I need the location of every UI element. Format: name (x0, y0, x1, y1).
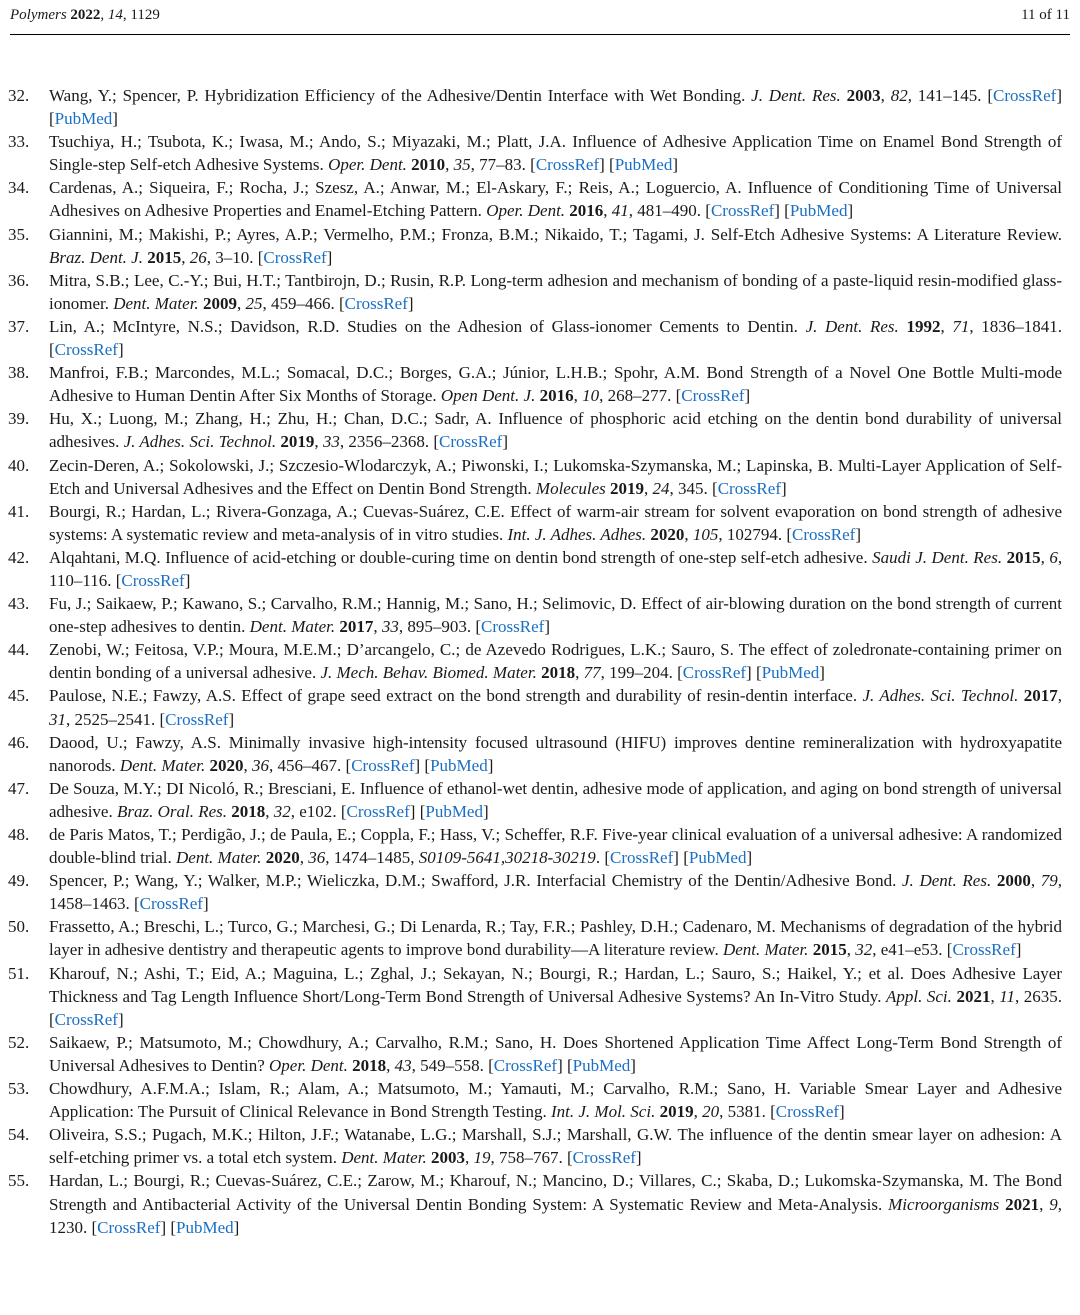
reference-item (8, 269, 1062, 315)
reference-text: Paulose, N.E.; Fawzy, A.S. Effect of grape seed extract on the bond strength and durability of resin-dentin interface. (49, 686, 858, 706)
reference-pages: 268–277 (607, 386, 668, 406)
reference-number: 37. (8, 316, 30, 336)
reference-pages: 895–903 (407, 617, 467, 637)
reference-journal: Int. J. Adhes. Adhes. (507, 524, 647, 544)
reference-body: Alqahtani, M.Q. Influence of acid-etching or double-curing time on dentin bond strength of one-step self-etch adhesive. Saudi J. Dent. Res. 2015, 6, 110–116. [CrossRef] (49, 547, 1063, 590)
reference-journal: Microorganisms (888, 1194, 1000, 1214)
reference-item (8, 1077, 1062, 1123)
reference-volume: 105 (692, 524, 719, 544)
reference-year: 2019 (659, 1102, 694, 1122)
reference-number: 48. (8, 825, 30, 844)
reference-number: 44. (8, 640, 30, 660)
reference-journal: J. Adhes. Sci. Technol. (123, 432, 277, 452)
reference-text: Saikaew, P.; Matsumoto, M.; Chowdhury, A.; Carvalho, R.M.; Sano, H. Does Shortened Application Time Affect Long-Term Bond Strength of Universal Adhesives to Dentin? (49, 1032, 1062, 1075)
reference-year: 2016 (569, 201, 604, 221)
crossref-link[interactable]: CrossRef (681, 386, 745, 406)
reference-text: Oliveira, S.S.; Pugach, M.K.; Hilton, J.F.; Watanabe, L.G.; Marshall, S.J.; Marshall, G.W. The influence of the dentin smear layer on adhesion: A self-etching primer vs. a total etch system. (49, 1125, 1062, 1168)
reference-item (8, 500, 1062, 546)
reference-year: 2015 (812, 940, 847, 960)
reference-number: 47. (8, 778, 30, 798)
reference-item (8, 1123, 1062, 1169)
reference-number: 43. (8, 594, 30, 614)
reference-text: Manfroi, F.B.; Marcondes, M.L.; Somacal, D.C.; Borges, G.A.; Júnior, L.H.B.; Spohr, A.M. Bond Strength of a Novel One Bottle Multi-mode Adhesive to Human Dentin After Six Months of Storage. (49, 363, 1062, 406)
reference-text: Tsuchiya, H.; Tsubota, K.; Iwasa, M.; Ando, S.; Miyazaki, M.; Platt, J.A. Influence of Adhesive Application Time on Enamel Bond Strength of Single-step Self-etch Adhesive Systems. (49, 132, 1062, 175)
reference-year: 2010 (411, 155, 446, 175)
reference-pages: 549–558 (420, 1055, 480, 1075)
reference-volume: 82 (890, 86, 908, 105)
reference-body: Zecin-Deren, A.; Sokolowski, J.; Szczesio-Wlodarczyk, A.; Piwonski, I.; Lukomska-Szymanska, M.; Lapinska, B. Multi-Layer Application of Self-Etch and Universal Adhesives and the Effect on Dentin Bond Strength. Molecules 2019, 24, 345. [CrossRef] (49, 455, 1062, 498)
reference-text: Lin, A.; McIntyre, N.S.; Davidson, R.D. Studies on the Adhesion of Glass-ionomer Cements to Dentin. (49, 316, 798, 336)
reference-volume: 32 (855, 940, 873, 960)
reference-item (8, 223, 1062, 269)
reference-list (8, 84, 1062, 1239)
reference-body: De Souza, M.Y.; DI Nicoló, R.; Bresciani, E. Influence of ethanol-wet dentin, adhesive mode of application, and aging on bond strength of universal adhesive. Braz. Oral. Res. 2018, 32, e102. [CrossRef] [PubMed] (49, 778, 1062, 821)
reference-volume: 20 (702, 1102, 720, 1122)
reference-text: De Souza, M.Y.; DI Nicoló, R.; Bresciani, E. Influence of ethanol-wet dentin, adhesive mode of application, and aging on bond strength of universal adhesive. (49, 778, 1062, 821)
pubmed-link[interactable]: PubMed (614, 155, 673, 175)
reference-body: Oliveira, S.S.; Pugach, M.K.; Hilton, J.F.; Watanabe, L.G.; Marshall, S.J.; Marshall, G.W. The influence of the dentin smear layer on adhesion: A self-etching primer vs. a total etch system. Dent. Mater. 2003, 19, 758–767. [CrossRef] (49, 1125, 1062, 1168)
reference-body: Daood, U.; Fawzy, A.S. Minimally invasive high-intensity focused ultrasound (HIFU) improves dentine remineralization with hydroxyapatite nanorods. Dent. Mater. 2020, 36, 456–467. [CrossRef] [PubMed] (49, 732, 1062, 775)
reference-body: Paulose, N.E.; Fawzy, A.S. Effect of grape seed extract on the bond strength and durability of resin-dentin interface. J. Adhes. Sci. Technol. 2017, 31, 2525–2541. [CrossRef] (49, 686, 1063, 729)
reference-body: Lin, A.; McIntyre, N.S.; Davidson, R.D. Studies on the Adhesion of Glass-ionomer Cements to Dentin. J. Dent. Res. 1992, 71, 1836–1841. [CrossRef] (49, 316, 1063, 360)
reference-item (8, 869, 1062, 915)
reference-text: Alqahtani, M.Q. Influence of acid-etching or double-curing time on dentin bond strength of one-step self-etch adhesive. (49, 547, 868, 567)
reference-pages: 110–116 (49, 570, 108, 590)
reference-number: 54. (8, 1125, 30, 1145)
reference-body: Hu, X.; Luong, M.; Zhang, H.; Zhu, H.; Chan, D.C.; Sadr, A. Influence of phosphoric acid etching on the dentin bond durability of universal adhesives. J. Adhes. Sci. Technol. 2019, 33, 2356–2368. [CrossRef] (49, 409, 1062, 452)
reference-year: 2019 (610, 478, 645, 498)
reference-item (8, 361, 1062, 407)
reference-text: Hardan, L.; Bourgi, R.; Cuevas-Suárez, C.E.; Zarow, M.; Kharouf, N.; Mancino, D.; Villares, C.; Skaba, D.; Lukomska-Szymanska, M. The Bond Strength and Antibacterial Activity of the Universal Dentin Bonding System: A Systematic Review and Meta-Analysis. (49, 1171, 1062, 1214)
reference-journal: Oper. Dent. (328, 155, 407, 175)
reference-number: 53. (8, 1079, 30, 1099)
reference-volume: 19 (473, 1148, 491, 1168)
reference-journal: Open Dent. J. (440, 386, 536, 406)
crossref-link[interactable]: CrossRef (993, 86, 1057, 105)
reference-journal: J. Dent. Res. (902, 871, 992, 891)
reference-volume: 36 (308, 848, 326, 868)
reference-text: Daood, U.; Fawzy, A.S. Minimally invasive high-intensity focused ultrasound (HIFU) improves dentine remineralization with hydroxyapatite nanorods. (49, 732, 1062, 775)
reference-year: 1992 (906, 316, 941, 336)
reference-item (8, 454, 1062, 500)
reference-volume: 41 (611, 201, 629, 221)
reference-journal: Dent. Mater. (113, 293, 199, 313)
reference-volume: 79 (1040, 871, 1058, 891)
reference-text: Frassetto, A.; Breschi, L.; Turco, G.; Marchesi, G.; Di Lenarda, R.; Tay, F.R.; Pashley, D.H.; Cadenaro, M. Mechanisms of degradation of the hybrid layer in adhesive dentistry and therapeutic agents to improve bond durability—A literature review. (49, 917, 1062, 960)
crossref-link[interactable]: CrossRef (952, 940, 1016, 960)
reference-volume: 71 (952, 316, 970, 336)
pubmed-link[interactable]: PubMed (789, 201, 848, 221)
crossref-link[interactable]: CrossRef (344, 293, 408, 313)
page-number: 11 of 11 (1021, 7, 1070, 23)
reference-pages: 3–10 (215, 247, 250, 267)
crossref-link[interactable]: CrossRef (710, 201, 775, 221)
reference-journal: Appl. Sci. (885, 986, 952, 1006)
reference-year: 2018 (352, 1055, 387, 1075)
reference-volume: 24 (652, 478, 670, 498)
reference-year: 2015 (147, 247, 182, 267)
reference-pages: 1230 (49, 1217, 83, 1237)
reference-journal: J. Dent. Res. (751, 86, 841, 105)
reference-journal: Braz. Dent. J. (49, 247, 143, 267)
reference-year: 2020 (650, 524, 685, 544)
reference-item (8, 684, 1062, 730)
reference-number: 39. (8, 409, 30, 429)
reference-text: Giannini, M.; Makishi, P.; Ayres, A.P.; Vermelho, P.M.; Fronza, B.M.; Nikaido, T.; Tagami, J. Self-Etch Adhesive Systems: A Literature Review. (49, 224, 1062, 244)
reference-pages: 345 (678, 478, 704, 498)
reference-number: 41. (8, 501, 30, 521)
reference-number: 45. (8, 686, 30, 706)
reference-volume: 31 (49, 709, 66, 729)
reference-pages: 459–466 (270, 293, 331, 313)
pubmed-link[interactable]: PubMed (572, 1055, 631, 1075)
reference-pages: 456–467 (277, 755, 338, 775)
reference-pages: 1836–1841 (981, 316, 1058, 336)
reference-body: Zenobi, W.; Feitosa, V.P.; Moura, M.E.M.; D’arcangelo, C.; de Azevedo Rodrigues, L.K.; Sauro, S. The effect of zoledronate-containing primer on dentin bonding of a universal adhesive. J. Mech. Behav. Biomed. Mater. 2018, 77, 199–204. [CrossRef] [PubMed] (49, 640, 1062, 683)
crossref-link[interactable]: CrossRef (439, 432, 503, 452)
reference-volume: 32 (273, 801, 291, 821)
reference-pages: 1474–1485 (333, 848, 411, 868)
reference-volume: 9 (1049, 1194, 1058, 1214)
pubmed-link[interactable]: PubMed (761, 663, 820, 683)
reference-pages: 1458–1463 (49, 894, 126, 914)
reference-journal: J. Adhes. Sci. Technol. (862, 686, 1019, 706)
reference-pages: 758–767 (498, 1148, 559, 1168)
crossref-link[interactable]: CrossRef (481, 617, 545, 637)
reference-item (8, 84, 1062, 130)
reference-volume: 77 (583, 663, 601, 683)
reference-volume: 43 (394, 1055, 412, 1075)
reference-journal: Dent. Mater. (176, 848, 262, 868)
reference-number: 51. (8, 963, 30, 983)
crossref-link[interactable]: CrossRef (792, 524, 856, 544)
reference-journal: Int. J. Mol. Sci. (550, 1102, 656, 1122)
reference-number: 36. (8, 270, 30, 290)
crossref-link[interactable]: CrossRef (775, 1102, 840, 1122)
crossref-link[interactable]: CrossRef (572, 1148, 636, 1168)
reference-pages: 2525–2541 (74, 709, 151, 729)
reference-body: Bourgi, R.; Hardan, L.; Rivera-Gonzaga, A.; Cuevas-Suárez, C.E. Effect of warm-air stream for solvent evaporation on bond strength of adhesive systems: A systematic review and meta-analysis of in vitro studies. Int. J. Adhes. Adhes. 2020, 105, 102794. [CrossRef] (49, 501, 1062, 544)
reference-text: Chowdhury, A.F.M.A.; Islam, R.; Alam, A.; Matsumoto, M.; Yamauti, M.; Carvalho, R.M.; Sano, H. Variable Smear Layer and Adhesive Application: The Pursuit of Clinical Relevance in Bond Strength Testing. (49, 1079, 1062, 1122)
crossref-link[interactable]: CrossRef (535, 155, 600, 175)
reference-item (8, 1031, 1062, 1077)
reference-body: Cardenas, A.; Siqueira, F.; Rocha, J.; Szesz, A.; Anwar, M.; El-Askary, F.; Reis, A.; Loguercio, A. Influence of Conditioning Time of Universal Adhesives on Adhesive Properties and Enamel-Etching Pattern. Oper. Dent. 2016, 41, 481–490. [CrossRef] [PubMed] (49, 178, 1062, 221)
reference-year: 2003 (430, 1148, 465, 1168)
reference-number: 46. (8, 732, 30, 752)
crossref-link[interactable]: CrossRef (717, 478, 781, 498)
reference-item (8, 731, 1062, 777)
reference-volume: 33 (381, 617, 399, 637)
reference-year: 2009 (202, 293, 237, 313)
reference-volume: 36 (252, 755, 270, 775)
reference-number: 50. (8, 917, 30, 937)
reference-body: Chowdhury, A.F.M.A.; Islam, R.; Alam, A.; Matsumoto, M.; Yamauti, M.; Carvalho, R.M.; Sano, H. Variable Smear Layer and Adhesive Application: The Pursuit of Clinical Relevance in Bond Strength Testing. Int. J. Mol. Sci. 2019, 20, 5381. [CrossRef] (49, 1079, 1062, 1122)
pubmed-link[interactable]: PubMed (430, 755, 488, 775)
reference-year: 2020 (265, 848, 300, 868)
reference-volume: 11 (999, 986, 1015, 1006)
reference-journal: Dent. Mater. (119, 755, 206, 775)
reference-volume: 26 (189, 247, 207, 267)
pubmed-link[interactable]: PubMed (176, 1217, 234, 1237)
reference-pages: e41–e53 (880, 940, 939, 960)
reference-text: Bourgi, R.; Hardan, L.; Rivera-Gonzaga, A.; Cuevas-Suárez, C.E. Effect of warm-air stream for solvent evaporation on bond strength of adhesive systems: A systematic review and meta-analysis of in vitro studies. (49, 501, 1062, 544)
reference-body: Saikaew, P.; Matsumoto, M.; Chowdhury, A.; Carvalho, R.M.; Sano, H. Does Shortened Application Time Affect Long-Term Bond Strength of Universal Adhesives to Dentin? Oper. Dent. 2018, 43, 549–558. [CrossRef] [PubMed] (49, 1032, 1062, 1075)
reference-item (8, 1169, 1062, 1238)
reference-pages: 77–83 (479, 155, 522, 175)
reference-journal: Oper. Dent. (269, 1055, 348, 1075)
crossref-link[interactable]: CrossRef (54, 1009, 118, 1029)
reference-item (8, 176, 1062, 222)
reference-item (8, 546, 1062, 592)
reference-pages: 2635 (1023, 986, 1058, 1006)
reference-item (8, 915, 1062, 961)
reference-year: 2003 (846, 86, 881, 105)
reference-volume: 10 (582, 386, 600, 406)
crossref-link[interactable]: CrossRef (346, 801, 410, 821)
reference-year: 2017 (339, 617, 374, 637)
reference-body: Manfroi, F.B.; Marcondes, M.L.; Somacal, D.C.; Borges, G.A.; Júnior, L.H.B.; Spohr, A.M. Bond Strength of a Novel One Bottle Multi-mode Adhesive to Human Dentin After Six Months of Storage. Open Dent. J. 2016, 10, 268–277. [CrossRef] (49, 363, 1062, 406)
reference-body: Giannini, M.; Makishi, P.; Ayres, A.P.; Vermelho, P.M.; Fronza, B.M.; Nikaido, T.; Tagami, J. Self-Etch Adhesive Systems: A Literature Review. Braz. Dent. J. 2015, 26, 3–10. [CrossRef] (49, 224, 1062, 267)
reference-number: 42. (8, 547, 30, 567)
pubmed-link[interactable]: PubMed (425, 801, 483, 821)
reference-pages: 199–204 (609, 663, 669, 683)
reference-pages: 141–145 (917, 86, 978, 105)
reference-number: 34. (8, 178, 30, 198)
reference-body: Fu, J.; Saikaew, P.; Kawano, S.; Carvalho, R.M.; Hannig, M.; Sano, H.; Selimovic, D. Effect of air-blowing duration on the bond strength of current one-step adhesives to dentin. Dent. Mater. 2017, 33, 895–903. [CrossRef] (49, 594, 1062, 637)
reference-body: Wang, Y.; Spencer, P. Hybridization Efficiency of the Adhesive/Dentin Interface with Wet Bonding. J. Dent. Res. 2003, 82, 141–145. [CrossRef] [PubMed] (49, 86, 1062, 129)
reference-year: 2016 (539, 386, 574, 406)
reference-number: 33. (8, 132, 30, 152)
reference-journal: J. Dent. Res. (805, 316, 899, 336)
reference-journal: Dent. Mater. (249, 617, 336, 637)
crossref-link[interactable]: CrossRef (165, 709, 229, 729)
reference-item (8, 777, 1062, 823)
reference-number: 52. (8, 1032, 30, 1052)
reference-item (8, 407, 1062, 453)
reference-text: Kharouf, N.; Ashi, T.; Eid, A.; Maguina, L.; Zghal, J.; Sekayan, N.; Bourgi, R.; Hardan, L.; Sauro, S.; Haikel, Y.; et al. Does Adhesive Layer Thickness and Tag Length Influence Short/Long-Term Bond Strength of Universal Adhesive Systems? An In-Vitro Study. (49, 963, 1062, 1006)
reference-item (8, 962, 1062, 1031)
crossref-link[interactable]: CrossRef (493, 1055, 558, 1075)
crossref-link[interactable]: CrossRef (54, 340, 118, 360)
crossref-link[interactable]: CrossRef (609, 848, 674, 868)
journal-volume: 14 (107, 7, 123, 23)
crossref-link[interactable]: CrossRef (97, 1217, 161, 1237)
reference-year: 2021 (1005, 1194, 1040, 1214)
reference-year: 2017 (1023, 686, 1058, 706)
reference-pages: 5381 (727, 1102, 762, 1122)
journal-article: 1129 (130, 7, 160, 23)
reference-year: 2020 (209, 755, 244, 775)
journal-name: Polymers (10, 7, 67, 23)
reference-journal: Oper. Dent. (486, 201, 566, 221)
reference-text: Zenobi, W.; Feitosa, V.P.; Moura, M.E.M.; D’arcangelo, C.; de Azevedo Rodrigues, L.K.; Sauro, S. The effect of zoledronate-containing primer on dentin bonding of a universal adhesive. (49, 640, 1062, 683)
reference-year: 2018 (541, 663, 576, 683)
reference-pages: 2356–2368 (348, 432, 425, 452)
reference-journal: Molecules (535, 478, 606, 498)
reference-number: 35. (8, 224, 30, 244)
reference-text: de Paris Matos, T.; Perdigão, J.; de Paula, E.; Coppla, F.; Hass, V.; Scheffer, R.F. Five-year clinical evaluation of a universal adhesive: A randomized double-blind trial. (49, 825, 1062, 868)
reference-journal: Dent. Mater. (722, 940, 809, 960)
reference-text: Wang, Y.; Spencer, P. Hybridization Efficiency of the Adhesive/Dentin Interface with Wet Bonding. (49, 86, 746, 105)
reference-pages: 481–490 (637, 201, 697, 221)
reference-text: Spencer, P.; Wang, Y.; Walker, M.P.; Wieliczka, D.M.; Swafford, J.R. Interfacial Chemistry of the Dentin/Adhesive Bond. (49, 871, 897, 891)
reference-item (8, 592, 1062, 638)
reference-text: Cardenas, A.; Siqueira, F.; Rocha, J.; Szesz, A.; Anwar, M.; El-Askary, F.; Reis, A.; Loguercio, A. Influence of Conditioning Time of Universal Adhesives on Adhesive Properties and Enamel-Etching Pattern. (49, 178, 1062, 221)
reference-journal: Dent. Mater. (341, 1148, 427, 1168)
reference-year: 2015 (1006, 547, 1041, 567)
reference-body: Spencer, P.; Wang, Y.; Walker, M.P.; Wieliczka, D.M.; Swafford, J.R. Interfacial Chemistry of the Dentin/Adhesive Bond. J. Dent. Res. 2000, 79, 1458–1463. [CrossRef] (49, 871, 1063, 914)
reference-journal: Braz. Oral. Res. (116, 801, 228, 821)
reference-item (8, 823, 1062, 869)
crossref-link[interactable]: CrossRef (682, 663, 747, 683)
journal-citation: Polymers 2022, 14, 1129 (10, 7, 160, 23)
reference-volume: 33 (322, 432, 340, 452)
reference-body: Mitra, S.B.; Lee, C.-Y.; Bui, H.T.; Tantbirojn, D.; Rusin, R.P. Long-term adhesion and mechanism of bonding of a paste-liquid resin-modified glass-ionomer. Dent. Mater. 2009, 25, 459–466. [CrossRef] (49, 270, 1062, 313)
pubmed-link[interactable]: PubMed (688, 848, 747, 868)
crossref-link[interactable]: CrossRef (263, 247, 327, 267)
reference-body: Tsuchiya, H.; Tsubota, K.; Iwasa, M.; Ando, S.; Miyazaki, M.; Platt, J.A. Influence of Adhesive Application Time on Enamel Bond Strength of Single-step Self-etch Adhesive Systems. Oper. Dent. 2010, 35, 77–83. [CrossRef] [PubMed] (49, 132, 1062, 175)
reference-volume: 25 (245, 293, 263, 313)
reference-pages: 102794 (726, 524, 778, 544)
reference-item (8, 130, 1062, 176)
reference-extra: S0109-5641,30218-30219 (418, 848, 596, 868)
crossref-link[interactable]: CrossRef (139, 894, 203, 914)
reference-text: Hu, X.; Luong, M.; Zhang, H.; Zhu, H.; Chan, D.C.; Sadr, A. Influence of phosphoric acid etching on the dentin bond durability of universal adhesives. (49, 409, 1062, 452)
reference-year: 2018 (231, 801, 266, 821)
reference-journal: J. Mech. Behav. Biomed. Mater. (320, 663, 537, 683)
reference-text: Zecin-Deren, A.; Sokolowski, J.; Szczesio-Wlodarczyk, A.; Piwonski, I.; Lukomska-Szymanska, M.; Lapinska, B. Multi-Layer Application of Self-Etch and Universal Adhesives and the Effect on Dentin Bond Strength. (49, 455, 1062, 498)
reference-body: de Paris Matos, T.; Perdigão, J.; de Paula, E.; Coppla, F.; Hass, V.; Scheffer, R.F. Five-year clinical evaluation of a universal adhesive: A randomized double-blind trial. Dent. Mater. 2020, 36, 1474–1485, S0109-5641,30218-30219. [CrossRef] [PubMed] (49, 825, 1062, 868)
reference-volume: 6 (1049, 547, 1058, 567)
reference-number: 38. (8, 363, 30, 383)
reference-text: Mitra, S.B.; Lee, C.-Y.; Bui, H.T.; Tantbirojn, D.; Rusin, R.P. Long-term adhesion and mechanism of bonding of a paste-liquid resin-modified glass-ionomer. (49, 270, 1062, 313)
reference-body: Frassetto, A.; Breschi, L.; Turco, G.; Marchesi, G.; Di Lenarda, R.; Tay, F.R.; Pashley, D.H.; Cadenaro, M. Mechanisms of degradation of the hybrid layer in adhesive dentistry and therapeutic agents to improve bond durability—A literature review. Dent. Mater. 2015, 32, e41–e53. [CrossRef] (49, 917, 1062, 960)
reference-number: 32. (8, 86, 30, 105)
reference-text: Fu, J.; Saikaew, P.; Kawano, S.; Carvalho, R.M.; Hannig, M.; Sano, H.; Selimovic, D. Effect of air-blowing duration on the bond strength of current one-step adhesives to dentin. (49, 594, 1062, 637)
reference-number: 55. (8, 1171, 30, 1191)
reference-body: Hardan, L.; Bourgi, R.; Cuevas-Suárez, C.E.; Zarow, M.; Kharouf, N.; Mancino, D.; Villares, C.; Skaba, D.; Lukomska-Szymanska, M. The Bond Strength and Antibacterial Activity of the Universal Dentin Bonding System: A Systematic Review and Meta-Analysis. Microorganisms 2021, 9, 1230. [CrossRef] [PubMed] (49, 1171, 1063, 1237)
crossref-link[interactable]: CrossRef (121, 570, 185, 590)
reference-year: 2021 (956, 986, 991, 1006)
reference-item (8, 638, 1062, 684)
crossref-link[interactable]: CrossRef (351, 755, 415, 775)
journal-year: 2022 (70, 7, 101, 23)
reference-journal: Saudi J. Dent. Res. (872, 547, 1003, 567)
reference-year: 2000 (996, 871, 1031, 891)
reference-number: 40. (8, 455, 30, 475)
pubmed-link[interactable]: PubMed (54, 109, 113, 129)
reference-number: 49. (8, 871, 30, 891)
reference-body: Kharouf, N.; Ashi, T.; Eid, A.; Maguina, L.; Zghal, J.; Sekayan, N.; Bourgi, R.; Hardan, L.; Sauro, S.; Haikel, Y.; et al. Does Adhesive Layer Thickness and Tag Length Influence Short/Long-Term Bond Strength of Universal Adhesive Systems? An In-Vitro Study. Appl. Sci. 2021, 11, 2635. [CrossRef] (49, 963, 1062, 1029)
reference-item (8, 315, 1062, 361)
reference-volume: 35 (453, 155, 471, 175)
page-header (10, 2, 1070, 35)
reference-year: 2019 (280, 432, 315, 452)
reference-pages: e102 (299, 801, 333, 821)
